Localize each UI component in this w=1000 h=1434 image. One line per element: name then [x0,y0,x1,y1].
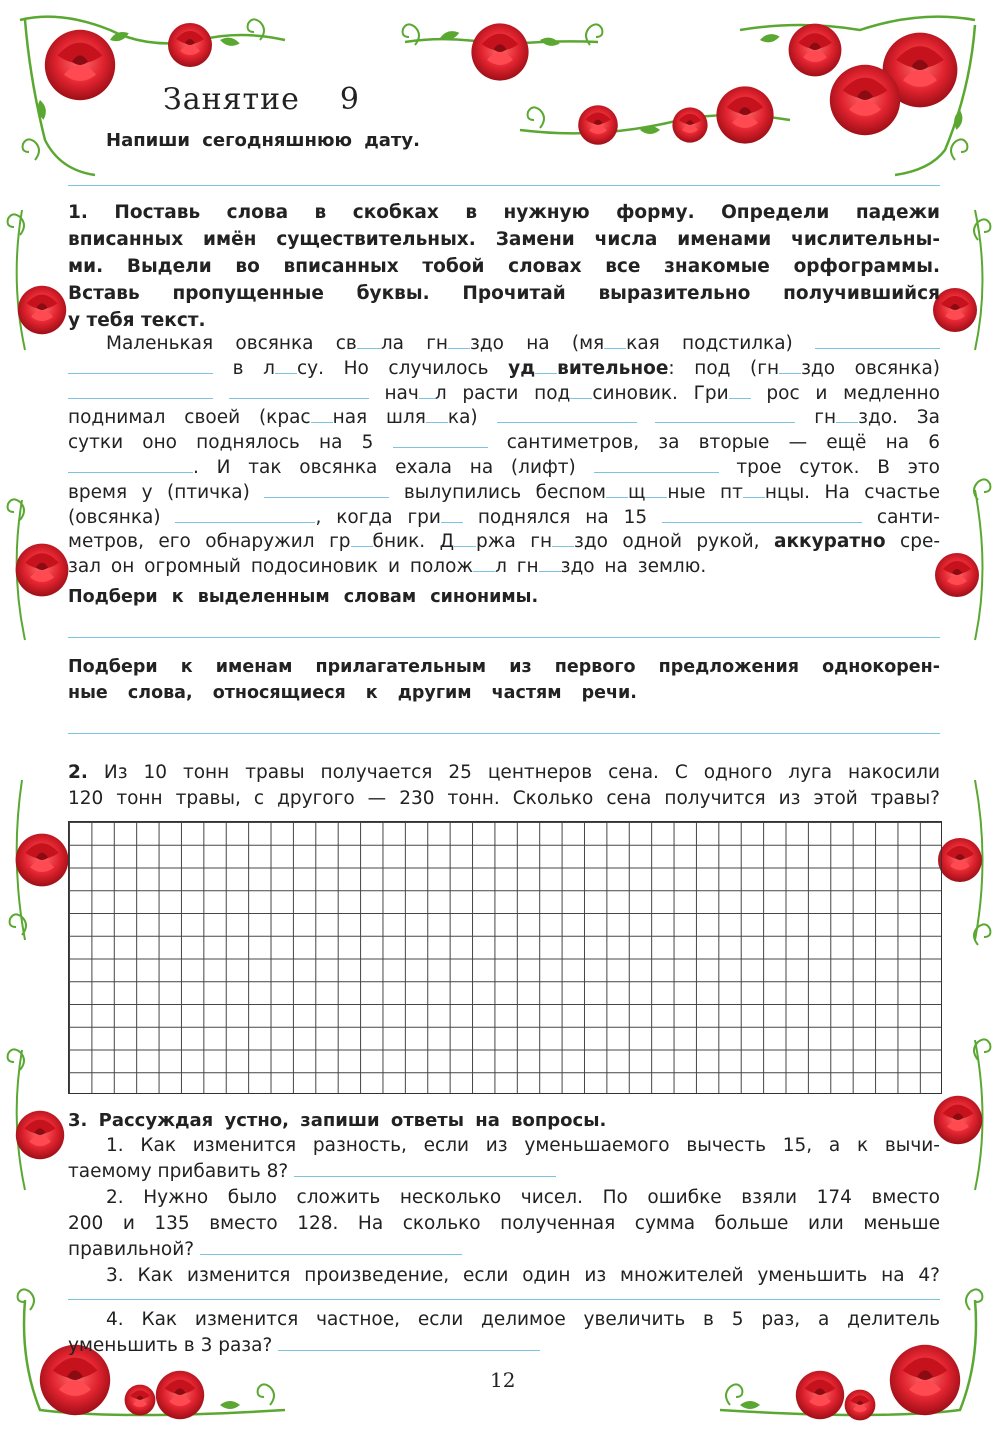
lesson-number: 9 [339,82,360,117]
blank[interactable] [570,384,592,399]
blank[interactable] [779,359,801,374]
blank[interactable] [836,408,858,423]
page-number: 12 [490,1368,516,1392]
synonyms-answer-line[interactable] [68,637,940,638]
blank[interactable] [473,557,495,572]
task2-text: 2. Из 10 тонн травы получается 25 центнеров сена. С одного луга накосили 120 тонн травы, с другого — 230 тонн. Сколько сена получится из этой травы? [68,762,940,809]
question-3: 3. Как изменится произведение, если один из множителей уменьшить на 4? [106,1265,940,1286]
answer-blank[interactable] [662,508,862,523]
cognates-task: Подбери к именам прилагательным из первого предложения однокорен- ные слова, относящиеся к другим частям речи. [68,657,940,703]
task3-question-4: 4. Как изменится частное, если делимое увеличить в 5 раз, а делитель уменьшить в 3 раза? [68,1309,940,1356]
question-4: 4. Как изменится частное, если делимое увеличить в 5 раз, а делитель [106,1309,940,1330]
answer-blank[interactable] [68,458,193,473]
blank[interactable] [441,508,463,523]
answer-blank[interactable] [264,483,389,498]
blank[interactable] [311,408,333,423]
answer-blank[interactable] [200,1240,462,1255]
answer-blank[interactable] [393,433,488,448]
task1-text: Маленькая овсянка св ла гн здо на (мя кая подстилка) в л су. Но случилось уд вительное: под (гн здо овсянка) нач л расти под синовик. Гри рос и медленно поднимал своей (крас ная шля ка) гн здо. За сутки оно поднялось на 5 сантиметров, за вторые — ещё на 6 . И так овсянка ехала на (лифт) трое суток. В это время у (птичка) вылупились беспом щ ные пт нцы. На счастье (овсянка) , когда гри поднялся на 15 санти- метров, его обнаружил гр бник. Д ржа гн здо одной рукой, аккуратно сре- зал он огромный подосиновик и полож л гн здо на землю. [68,333,941,578]
blank[interactable] [743,483,765,498]
answer-blank[interactable] [229,384,369,399]
task3-title: 3. Рассуждая устно, запиши ответы на вопросы. [68,1110,607,1131]
page-title [163,82,360,117]
question-2: 2. Нужно было сложить несколько чисел. По ошибке взяли 174 вместо [106,1187,940,1208]
blank[interactable] [351,532,373,547]
date-answer-line[interactable] [68,185,940,186]
answer-blank[interactable] [815,334,940,349]
blank[interactable] [454,532,476,547]
q3-answer-line[interactable] [68,1299,940,1300]
answer-blank[interactable] [68,384,213,399]
cognates-answer-line[interactable] [68,733,940,734]
task3-number: 3. [68,1110,88,1131]
answer-blank[interactable] [655,408,795,423]
blank[interactable] [419,384,435,399]
lesson-word: Занятие [163,82,300,117]
task1-number: 1. [68,202,88,223]
blank[interactable] [275,359,297,374]
task1-instruction: 1. Поставь слова в скобках в нужную форму. Определи падежи вписанных имён существительных. Замени числа именами числительны- ми. Выдели во вписанных тобой словах все знакомые орфограммы. Вставь пропущенные буквы. Прочитай выразительно получившийся у тебя текст. [68,202,940,331]
answer-blank[interactable] [278,1336,540,1351]
blank[interactable] [426,408,448,423]
blank[interactable] [539,557,561,572]
blank[interactable] [535,359,557,374]
task2-number: 2. [68,762,88,783]
blank[interactable] [729,384,751,399]
blank[interactable] [552,532,574,547]
answer-grid[interactable] [68,821,942,1094]
blank[interactable] [645,483,667,498]
answer-blank[interactable] [175,508,315,523]
answer-blank[interactable] [594,458,719,473]
blank[interactable] [604,334,626,349]
answer-blank[interactable] [294,1162,556,1177]
blank[interactable] [357,334,381,349]
synonyms-task: Подбери к выделенным словам синонимы. [68,587,539,607]
blank[interactable] [606,483,628,498]
task3-questions: 1. Как изменится разность, если из уменьшаемого вычесть 15, а к вычи- таемому прибавить 8? 2. Нужно было сложить несколько чисел. По ошибке взяли 174 вместо 200 и 135 вместо 128. На сколько полученная сумма больше или меньше правильной? 3. Как изменится произведение, если один из множителей уменьшить на 4? [68,1133,940,1289]
blank[interactable] [448,334,470,349]
date-instruction: Напиши сегодняшнюю дату. [106,130,420,151]
answer-blank[interactable] [68,359,213,374]
question-1: 1. Как изменится разность, если из уменьшаемого вычесть 15, а к вычи- [106,1135,940,1156]
answer-blank[interactable] [497,408,637,423]
